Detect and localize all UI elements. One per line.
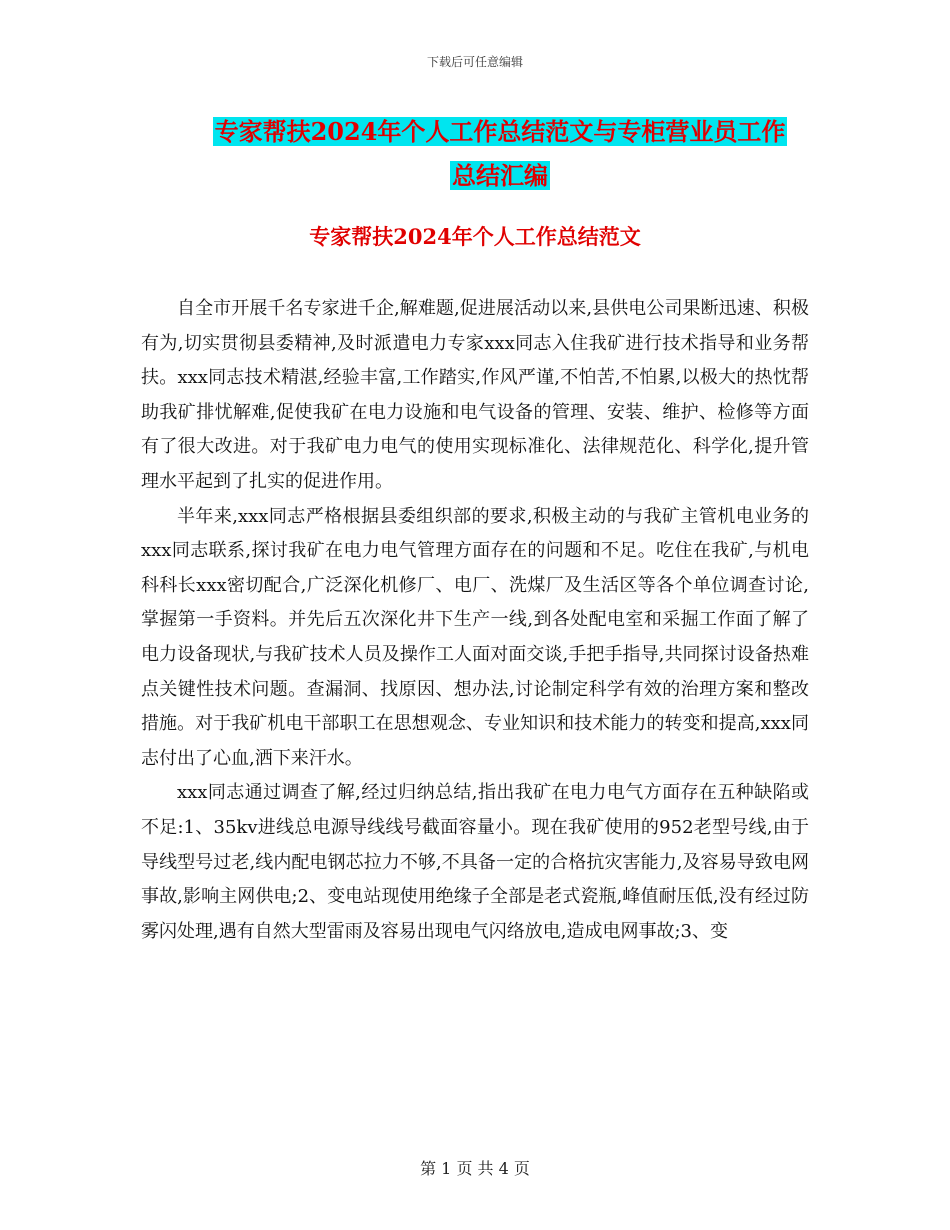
header-note: 下载后可任意编辑 — [426, 55, 523, 69]
document-title-line-2: 总结汇编 — [452, 161, 548, 190]
body-text — [141, 292, 809, 949]
document-title-line-1: 专家帮扶2024年个人工作总结范文与专柜营业员工作 — [214, 117, 786, 146]
paragraph: 自全市开展千名专家进千企,解难题,促进展活动以来,县供电公司果断迅速、积极有为,切实贯彻县委精神,及时派遣电力专家xxx同志入住我矿进行技术指导和业务帮扶。xxx同志技术精湛,经验丰富,工作踏实,作风严谨,不怕苦,不怕累,以极大的热忱帮助我矿排忧解难,促使我矿在电力设施和电气设备的管理、安装、维护、检修等方面有了很大改进。对于我矿电力电气的使用实现标准化、法律规范化、科学化,提升管理水平起到了扎实的促进作用。 — [141, 298, 809, 492]
paragraph: 半年来,xxx同志严格根据县委组织部的要求,积极主动的与我矿主管机电业务的xxx同志联系,探讨我矿在电力电气管理方面存在的问题和不足。吃住在我矿,与机电科科长xxx密切配合,广泛深化机修厂、电厂、洗煤厂及生活区等各个单位调查讨论,掌握第一手资料。并先后五次深化井下生产一线,到各处配电室和采掘工作面了解了电力设备现状,与我矿技术人员及操作工人面对面交谈,手把手指导,共同探讨设备热难点关键性技术问题。查漏洞、找原因、想办法,讨论制定科学有效的治理方案和整改措施。对于我矿机电干部职工在思想观念、专业知识和技术能力的转变和提高,xxx同志付出了心血,洒下来汗水。 — [141, 505, 809, 769]
paragraph: xxx同志通过调查了解,经过归纳总结,指出我矿在电力电气方面存在五种缺陷或不足:1、35kv进线总电源导线线号截面容量小。现在我矿使用的952老型号线,由于导线型号过老,线内配电钢芯拉力不够,不具备一定的合格抗灾害能力,及容易导致电网事故,影响主网供电;2、变电站现使用绝缘子全部是老式瓷瓶,峰值耐压低,没有经过防雾闪处理,遇有自然大型雷雨及容易出现电气闪络放电,造成电网事故;3、变 — [141, 782, 809, 942]
section-heading: 专家帮扶2024年个人工作总结范文 — [309, 224, 641, 249]
page-number: 第 1 页 共 4 页 — [420, 1159, 530, 1178]
document-title — [140, 110, 860, 198]
